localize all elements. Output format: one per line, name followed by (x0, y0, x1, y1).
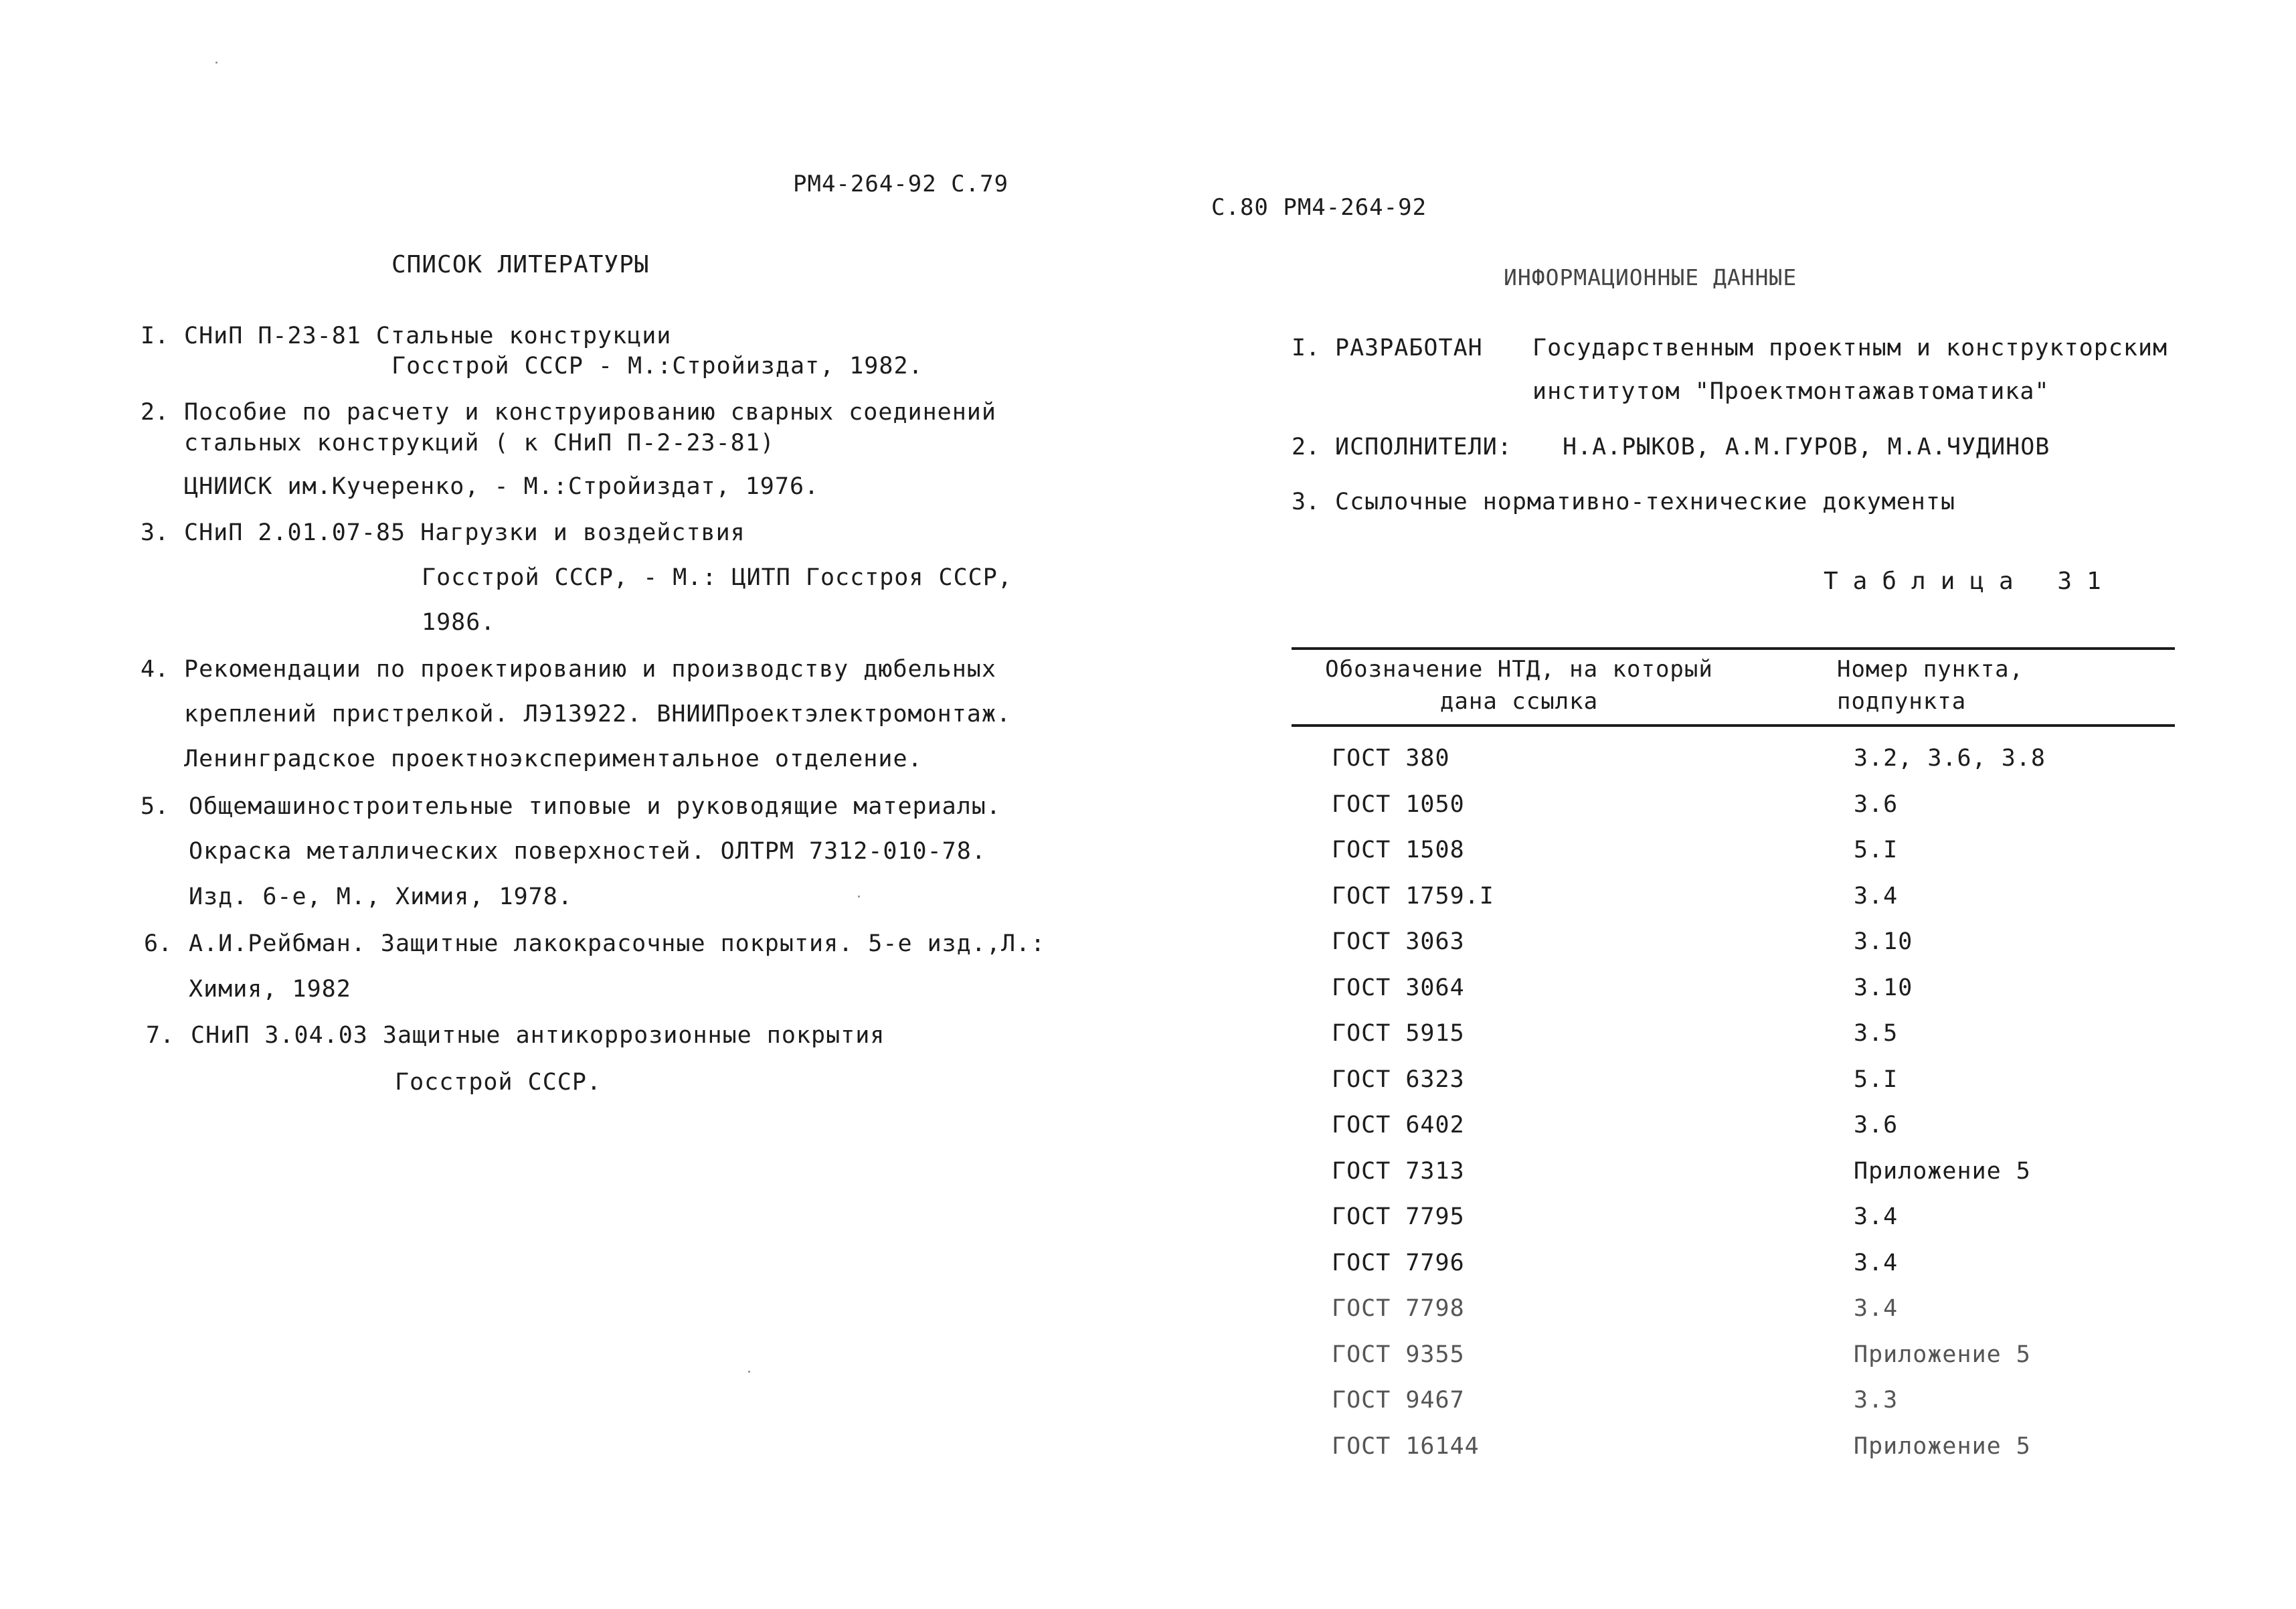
reference-line: СНиП 3.04.03 Защитные антикоррозионные покрытия (191, 1022, 885, 1049)
info-number: I. (1292, 335, 1320, 361)
table-cell-clause: 3.10 (1854, 974, 1913, 1001)
table-cell-clause: 3.4 (1854, 1249, 1898, 1276)
table-cell-clause: 3.4 (1854, 1203, 1898, 1230)
section-title: ИНФОРМАЦИОННЫЕ ДАННЫЕ (1504, 264, 1797, 290)
table-cell-designation: ГОСТ 380 (1332, 745, 1450, 772)
reference-number: 5. (141, 793, 169, 820)
scan-speck (215, 62, 217, 64)
table-cell-designation: ГОСТ 7313 (1332, 1157, 1465, 1185)
reference-line: Пособие по расчету и конструированию сварных соединений (184, 399, 996, 426)
table-cell-designation: ГОСТ 16144 (1332, 1432, 1480, 1460)
header-line: Номер пункта, (1837, 656, 2024, 683)
header-line: подпункта (1837, 688, 1967, 715)
table-caption: Таблица 31 (1824, 568, 2116, 595)
table-header-rule (1292, 724, 2175, 727)
reference-line: СНиП П-23-81 Стальные конструкции (184, 323, 672, 349)
info-line: Н.А.РЫКОВ, А.М.ГУРОВ, М.А.ЧУДИНОВ (1563, 434, 2050, 460)
table-header-clause (1837, 656, 2038, 715)
reference-number: 4. (141, 656, 169, 683)
section-title: СПИСОК ЛИТЕРАТУРЫ (391, 251, 650, 278)
reference-line: СНиП 2.01.07-85 Нагрузки и воздействия (184, 519, 745, 546)
header-line: дана ссылка (1439, 688, 1599, 715)
table-cell-clause: 3.6 (1854, 1112, 1898, 1138)
table-cell-clause: 5.I (1854, 837, 1898, 863)
info-label: ИСПОЛНИТЕЛИ: (1335, 434, 1512, 460)
reference-number: I. (141, 323, 169, 349)
reference-line: Общемашиностроительные типовые и руководящие материалы. (189, 793, 1001, 820)
reference-line: Рекомендации по проектированию и производству дюбельных (184, 656, 996, 683)
info-number: 3. (1292, 489, 1320, 515)
reference-line: Окраска металлических поверхностей. ОЛТРМ 7312-010-78. (189, 838, 986, 865)
reference-line: Госстрой СССР. (395, 1069, 602, 1096)
table-cell-designation: ГОСТ 7795 (1332, 1203, 1465, 1230)
reference-line: Госстрой СССР, - М.: ЦИТП Госстроя СССР, (422, 564, 1012, 591)
reference-line: Химия, 1982 (189, 976, 351, 1003)
scan-speck (858, 896, 860, 898)
reference-line: креплений пристрелкой. ЛЭ13922. ВНИИПроектэлектромонтаж. (184, 701, 1012, 728)
table-cell-designation: ГОСТ 5915 (1332, 1020, 1465, 1047)
table-cell-clause: 3.4 (1854, 882, 1898, 910)
reference-number: 7. (146, 1022, 175, 1049)
reference-line: Ленинградское проектноэкспериментальное отделение. (184, 746, 923, 772)
right-page (1148, 0, 2296, 1609)
info-number: 2. (1292, 434, 1320, 460)
table-header-designation (1318, 656, 1720, 715)
table-cell-clause: Приложение 5 (1854, 1432, 2031, 1460)
table-cell-clause: 5.I (1854, 1066, 1898, 1093)
table-cell-clause: 3.4 (1854, 1295, 1898, 1322)
info-line: Государственным проектным и конструкторским (1532, 335, 2168, 361)
table-cell-clause: 3.6 (1854, 790, 1898, 818)
table-cell-designation: ГОСТ 6402 (1332, 1112, 1465, 1138)
table-cell-clause: 3.3 (1854, 1387, 1898, 1414)
info-label: РАЗРАБОТАН (1335, 335, 1483, 361)
reference-number: 3. (141, 519, 169, 546)
page-header: РМ4-264-92 С.79 (793, 171, 1009, 197)
scan-speck (748, 1371, 750, 1373)
info-line: институтом "Проектмонтажавтоматика" (1532, 378, 2050, 405)
reference-line: 1986. (422, 609, 496, 636)
table-cell-designation: ГОСТ 7796 (1332, 1249, 1465, 1276)
reference-number: 2. (141, 399, 169, 426)
table-top-rule (1292, 647, 2175, 650)
header-line: Обозначение НТД, на который (1325, 656, 1713, 683)
table-cell-designation: ГОСТ 9467 (1332, 1387, 1465, 1414)
reference-line: Госстрой СССР - М.:Стройиздат, 1982. (391, 353, 923, 379)
table-cell-designation: ГОСТ 1050 (1332, 790, 1465, 818)
reference-line: ЦНИИСК им.Кучеренко, - М.:Стройиздат, 1976. (184, 473, 820, 500)
table-cell-designation: ГОСТ 3063 (1332, 928, 1465, 955)
table-cell-clause: Приложение 5 (1854, 1157, 2031, 1185)
table-cell-clause: Приложение 5 (1854, 1341, 2031, 1368)
table-cell-clause: 3.2, 3.6, 3.8 (1854, 745, 2046, 772)
table-cell-designation: ГОСТ 6323 (1332, 1066, 1465, 1093)
reference-line: А.И.Рейбман. Защитные лакокрасочные покрытия. 5-е изд.,Л.: (189, 930, 1046, 957)
reference-line: стальных конструкций ( к СНиП П-2-23-81) (184, 430, 775, 456)
table-cell-designation: ГОСТ 7798 (1332, 1295, 1465, 1322)
table-cell-designation: ГОСТ 9355 (1332, 1341, 1465, 1368)
page-header: С.80 РМ4-264-92 (1211, 194, 1427, 221)
table-cell-designation: ГОСТ 3064 (1332, 974, 1465, 1001)
reference-number: 6. (144, 930, 173, 957)
reference-line: Изд. 6-е, М., Химия, 1978. (189, 883, 573, 910)
info-line: Ссылочные нормативно-технические документы (1335, 489, 1956, 515)
table-cell-clause: 3.5 (1854, 1020, 1898, 1047)
table-cell-clause: 3.10 (1854, 928, 1913, 955)
table-cell-designation: ГОСТ 1759.I (1332, 882, 1494, 910)
table-cell-designation: ГОСТ 1508 (1332, 837, 1465, 863)
